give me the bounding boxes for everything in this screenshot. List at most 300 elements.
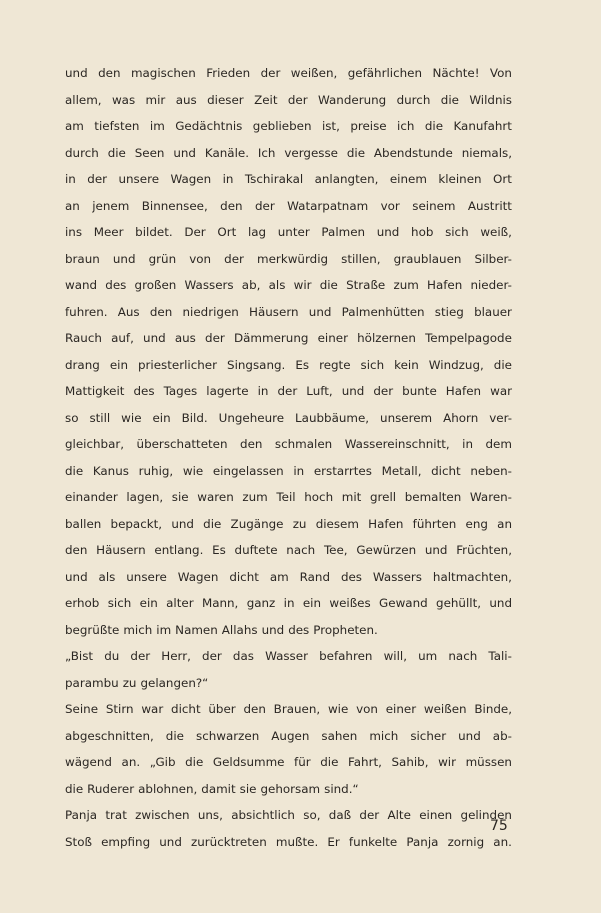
word: dicht [431, 463, 461, 478]
word: „Gib [149, 755, 176, 769]
word: Binde, [474, 702, 512, 716]
word: gehüllt, [436, 596, 482, 610]
word: vor [380, 198, 400, 213]
word: Hafen [445, 384, 482, 398]
word: die [319, 278, 338, 292]
word: erstarrtes [313, 463, 372, 478]
word: der [224, 251, 244, 266]
word: sich [360, 357, 385, 372]
word: Früchten, [456, 543, 512, 557]
word: Watarpatnam [287, 198, 369, 213]
word: großen [134, 278, 177, 292]
word: am [269, 569, 289, 584]
word: bepackt, [110, 516, 163, 531]
word: den [65, 543, 88, 557]
word: neben- [470, 463, 512, 478]
text-line [65, 113, 512, 140]
text-line [65, 564, 512, 591]
word: als [98, 569, 116, 584]
word: preise [350, 119, 387, 133]
word: Rand [299, 569, 331, 584]
word: unsere [118, 172, 160, 186]
word: mich [369, 728, 399, 743]
word: unserem [380, 410, 433, 425]
text-line [65, 537, 512, 564]
word: ein [139, 596, 158, 610]
word: ein [302, 596, 321, 610]
word: diesem [315, 516, 359, 531]
text-line [65, 617, 512, 644]
word: merkwürdig [257, 251, 329, 266]
word: einem [389, 172, 427, 186]
word: ab, [241, 278, 261, 292]
word: Wassers [372, 569, 422, 584]
word: sahen [321, 728, 358, 743]
word: müssen [465, 755, 512, 769]
word: erhob [65, 596, 100, 610]
word: der [202, 649, 222, 663]
word: stieg [434, 304, 464, 319]
text-line [65, 272, 512, 299]
word: anlangten, [314, 172, 379, 186]
word: duftete [234, 543, 278, 557]
text-line [65, 590, 512, 617]
word: zwischen [135, 808, 190, 822]
word: ver- [489, 410, 512, 425]
word: still [89, 410, 111, 425]
word: nach [286, 543, 316, 557]
word: das [232, 649, 254, 663]
text-line [65, 696, 512, 723]
word: Laubbäume, [295, 410, 370, 425]
word: eingelassen [212, 463, 284, 478]
word: eng [465, 516, 488, 531]
word: Panja [406, 834, 439, 849]
word: Gewürzen [356, 543, 417, 557]
word: Es [295, 357, 310, 372]
text-line [65, 325, 512, 352]
word: kein [394, 357, 419, 372]
word: zu [122, 675, 137, 690]
word: dicht [171, 702, 201, 716]
text-line [65, 378, 512, 405]
word: ist, [321, 119, 340, 133]
word: an. [121, 755, 141, 769]
word: priesterlicher [138, 357, 218, 372]
word: Mann, [201, 596, 239, 610]
word: der [87, 172, 108, 186]
word: in [257, 384, 269, 398]
word: weiß, [480, 225, 512, 239]
word: Waren- [469, 490, 512, 504]
word: bemalten [404, 490, 462, 504]
word: die [203, 516, 222, 531]
word: durch [65, 145, 99, 160]
word: Nächte! [432, 66, 480, 80]
word: und [489, 596, 512, 610]
word: jenem [92, 198, 130, 213]
word: Sahib, [391, 755, 429, 769]
word: fuhren. [65, 304, 108, 319]
word: Zeit [254, 92, 278, 107]
word: im [156, 622, 172, 637]
word: die [65, 463, 84, 478]
word: des [288, 622, 310, 637]
word: die [346, 145, 366, 160]
word: Bild. [181, 410, 208, 425]
word: von [189, 251, 212, 266]
word: Panja [65, 808, 98, 822]
text-line [65, 802, 512, 829]
word: sind.“ [324, 781, 359, 796]
word: ballen [65, 516, 102, 531]
word: sie [171, 490, 189, 504]
word: funkelte [348, 834, 398, 849]
word: Straße [346, 278, 386, 292]
word: die [107, 145, 126, 160]
word: Mattigkeit [65, 384, 125, 398]
word: was [111, 92, 136, 107]
word: Hafen [368, 516, 404, 531]
word: der [254, 198, 275, 213]
word: uns, [197, 808, 223, 822]
word: Geldsumme [212, 755, 285, 769]
word: Gewand [379, 596, 428, 610]
word: die [65, 781, 84, 796]
text-line [65, 87, 512, 114]
word: Brauen, [273, 702, 321, 716]
word: Gedächtnis [175, 119, 243, 133]
word: Windzug, [428, 357, 484, 372]
word: schwarzen [196, 728, 260, 743]
word: mir [145, 92, 166, 107]
word: überschatteten [136, 437, 228, 451]
word: des [105, 278, 127, 292]
word: Rauch [65, 331, 102, 345]
word: der [260, 66, 281, 80]
word: so [65, 410, 79, 425]
word: lag [247, 225, 267, 239]
text-line [65, 749, 512, 776]
word: Herr, [161, 649, 191, 663]
word: wand [65, 278, 98, 292]
word: in [65, 172, 76, 186]
word: damit [201, 781, 236, 796]
word: hölzernen [357, 331, 416, 345]
word: die [185, 755, 204, 769]
word: vergesse [284, 145, 338, 160]
text-line [65, 246, 512, 273]
word: und [458, 728, 481, 743]
word: der [130, 649, 151, 663]
word: aus [175, 92, 197, 107]
word: Stirn [105, 702, 134, 716]
word: wie [121, 410, 142, 425]
word: ein [109, 357, 128, 372]
word: der [277, 384, 298, 398]
text-line [65, 458, 512, 485]
word: wir [438, 755, 456, 769]
word: zurücktreten [191, 834, 267, 849]
word: hob [411, 225, 434, 239]
word: befahren [319, 649, 373, 663]
word: Ungeheure [218, 410, 285, 425]
word: und [143, 331, 166, 345]
text-line [65, 670, 512, 697]
word: den [220, 198, 243, 213]
word: mit [341, 490, 362, 504]
word: auf, [111, 331, 134, 345]
word: in [222, 172, 234, 186]
word: Häusern [96, 543, 146, 557]
word: und [159, 834, 182, 849]
word: parambu [65, 675, 119, 690]
word: über [208, 702, 236, 716]
word: Ort [492, 172, 512, 186]
text-line [65, 431, 512, 458]
word: gelinden [460, 808, 512, 822]
word: und [341, 384, 365, 398]
word: regte [319, 357, 351, 372]
word: graublauen [393, 251, 462, 266]
word: am [65, 119, 84, 133]
text-line [65, 352, 512, 379]
word: sie [239, 781, 257, 796]
text-line [65, 511, 512, 538]
word: Augen [271, 728, 310, 743]
word: mich [123, 622, 153, 637]
word: und [173, 145, 196, 160]
word: drang [65, 357, 100, 372]
word: dem [485, 437, 512, 451]
word: die [320, 755, 339, 769]
word: weißen [423, 702, 467, 716]
word: nach [448, 649, 478, 663]
word: so, [303, 808, 321, 822]
word: an. [493, 834, 512, 849]
word: Silber- [474, 251, 512, 266]
word: bunte [402, 384, 437, 398]
word: sich [445, 225, 469, 239]
word: als [268, 278, 286, 292]
body-text [65, 60, 512, 855]
word: den [243, 702, 266, 716]
word: einen [419, 808, 453, 822]
word: Es [212, 543, 226, 557]
word: seinem [412, 198, 456, 213]
word: der [287, 92, 308, 107]
word: von [356, 702, 378, 716]
word: und [376, 225, 400, 239]
word: gleichbar, [65, 437, 125, 451]
word: Ich [257, 145, 276, 160]
word: Fahrt, [348, 755, 382, 769]
word: waren [197, 490, 234, 504]
word: durch [396, 92, 431, 107]
word: Seine [65, 702, 99, 716]
word: war [141, 702, 164, 716]
word: du [104, 649, 120, 663]
text-line [65, 643, 512, 670]
word: die [440, 92, 459, 107]
word: gefährlichen [347, 66, 423, 80]
text-line [65, 166, 512, 193]
word: kleinen [438, 172, 482, 186]
word: Häusern [249, 304, 299, 319]
word: und [171, 516, 194, 531]
word: Wagen [170, 172, 212, 186]
word: Stoß [65, 834, 92, 849]
word: sich [107, 596, 132, 610]
text-line [65, 193, 512, 220]
word: Hafen [427, 278, 463, 292]
word: war [490, 384, 512, 398]
word: daß [328, 808, 352, 822]
text-line [65, 219, 512, 246]
word: haltmachten, [432, 569, 512, 584]
word: grün [148, 251, 177, 266]
text-line [65, 140, 512, 167]
word: Zugänge [230, 516, 284, 531]
word: die [165, 728, 184, 743]
word: weißen, [290, 66, 338, 80]
word: des [340, 569, 362, 584]
word: Kanufahrt [453, 119, 512, 133]
word: Dämmerung [233, 331, 309, 345]
word: Wassereinschnitt, [344, 437, 450, 451]
word: ganz [246, 596, 276, 610]
word: ab- [492, 728, 512, 743]
text-line [65, 829, 512, 856]
word: magischen [130, 66, 196, 80]
word: Binnensee, [141, 198, 208, 213]
word: in [283, 596, 295, 610]
word: niedrigen [182, 304, 239, 319]
word: Teil [276, 490, 296, 504]
word: der [373, 384, 394, 398]
word: einer [385, 702, 417, 716]
word: Ahorn [443, 410, 479, 425]
word: Meer [93, 225, 124, 239]
word: Namen [175, 622, 218, 637]
word: und [65, 66, 88, 80]
word: entlang. [154, 543, 204, 557]
word: den [98, 66, 121, 80]
word: in [462, 437, 473, 451]
word: braun [65, 251, 100, 266]
word: Wassers [184, 278, 234, 292]
word: zornig [447, 834, 485, 849]
word: Frieden [206, 66, 251, 80]
page-number: 75 [490, 818, 508, 834]
word: nieder- [470, 278, 512, 292]
text-line [65, 723, 512, 750]
word: niemals, [461, 145, 512, 160]
word: absichtlich [231, 808, 295, 822]
word: abgeschnitten, [65, 728, 154, 743]
word: Tali- [488, 649, 512, 663]
word: Tschirakal [244, 172, 304, 186]
word: Wildnis [469, 92, 512, 107]
word: alter [166, 596, 194, 610]
word: und [308, 304, 332, 319]
word: blauer [474, 304, 512, 319]
word: und [65, 569, 88, 584]
word: Austritt [467, 198, 512, 213]
word: allem, [65, 92, 102, 107]
word: Seen [134, 145, 165, 160]
word: bildet. [135, 225, 173, 239]
word: Metall, [381, 463, 422, 478]
word: lagen, [126, 490, 164, 504]
word: in [293, 463, 305, 478]
word: empfing [101, 834, 151, 849]
word: tiefsten [94, 119, 140, 133]
word: Ort [217, 225, 237, 239]
word: dieser [207, 92, 244, 107]
word: Tages [163, 384, 198, 398]
word: wir [293, 278, 312, 292]
word: dicht [229, 569, 259, 584]
word: Tempelpagode [425, 331, 512, 345]
word: zum [393, 278, 419, 292]
word: weißes [329, 596, 371, 610]
word: Palmen [321, 225, 366, 239]
word: einander [65, 490, 118, 504]
word: ablohnen, [138, 781, 198, 796]
word: die [424, 119, 444, 133]
word: und [424, 543, 448, 557]
word: Luft, [306, 384, 333, 398]
text-line [65, 405, 512, 432]
word: die [493, 357, 512, 372]
text-line [65, 484, 512, 511]
word: Wanderung [318, 92, 387, 107]
word: Kanäle. [204, 145, 249, 160]
word: wie [182, 463, 204, 478]
word: Wagen [177, 569, 219, 584]
word: der [359, 808, 380, 822]
word: sicher [410, 728, 447, 743]
word: wie [327, 702, 349, 716]
word: will, [383, 649, 407, 663]
word: ins [65, 225, 83, 239]
word: grell [369, 490, 397, 504]
word: hoch [304, 490, 334, 504]
word: geblieben [252, 119, 312, 133]
word: Singsang. [227, 357, 286, 372]
word: mußte. [275, 834, 319, 849]
word: einer [317, 331, 348, 345]
word: wägend [65, 755, 112, 769]
word: Der [184, 225, 206, 239]
word: ein [152, 410, 171, 425]
word: Kanus [92, 463, 129, 478]
word: den [240, 437, 263, 451]
word: Er [327, 834, 340, 849]
word: Alte [387, 808, 411, 822]
word: stillen, [341, 251, 381, 266]
word: Allahs [221, 622, 258, 637]
word: des [133, 384, 155, 398]
word: und [261, 622, 285, 637]
word: um [418, 649, 438, 663]
word: Wasser [265, 649, 308, 663]
word: Tee, [323, 543, 348, 557]
word: Propheten. [313, 622, 378, 637]
word: an [65, 198, 80, 213]
word: trat [105, 808, 127, 822]
